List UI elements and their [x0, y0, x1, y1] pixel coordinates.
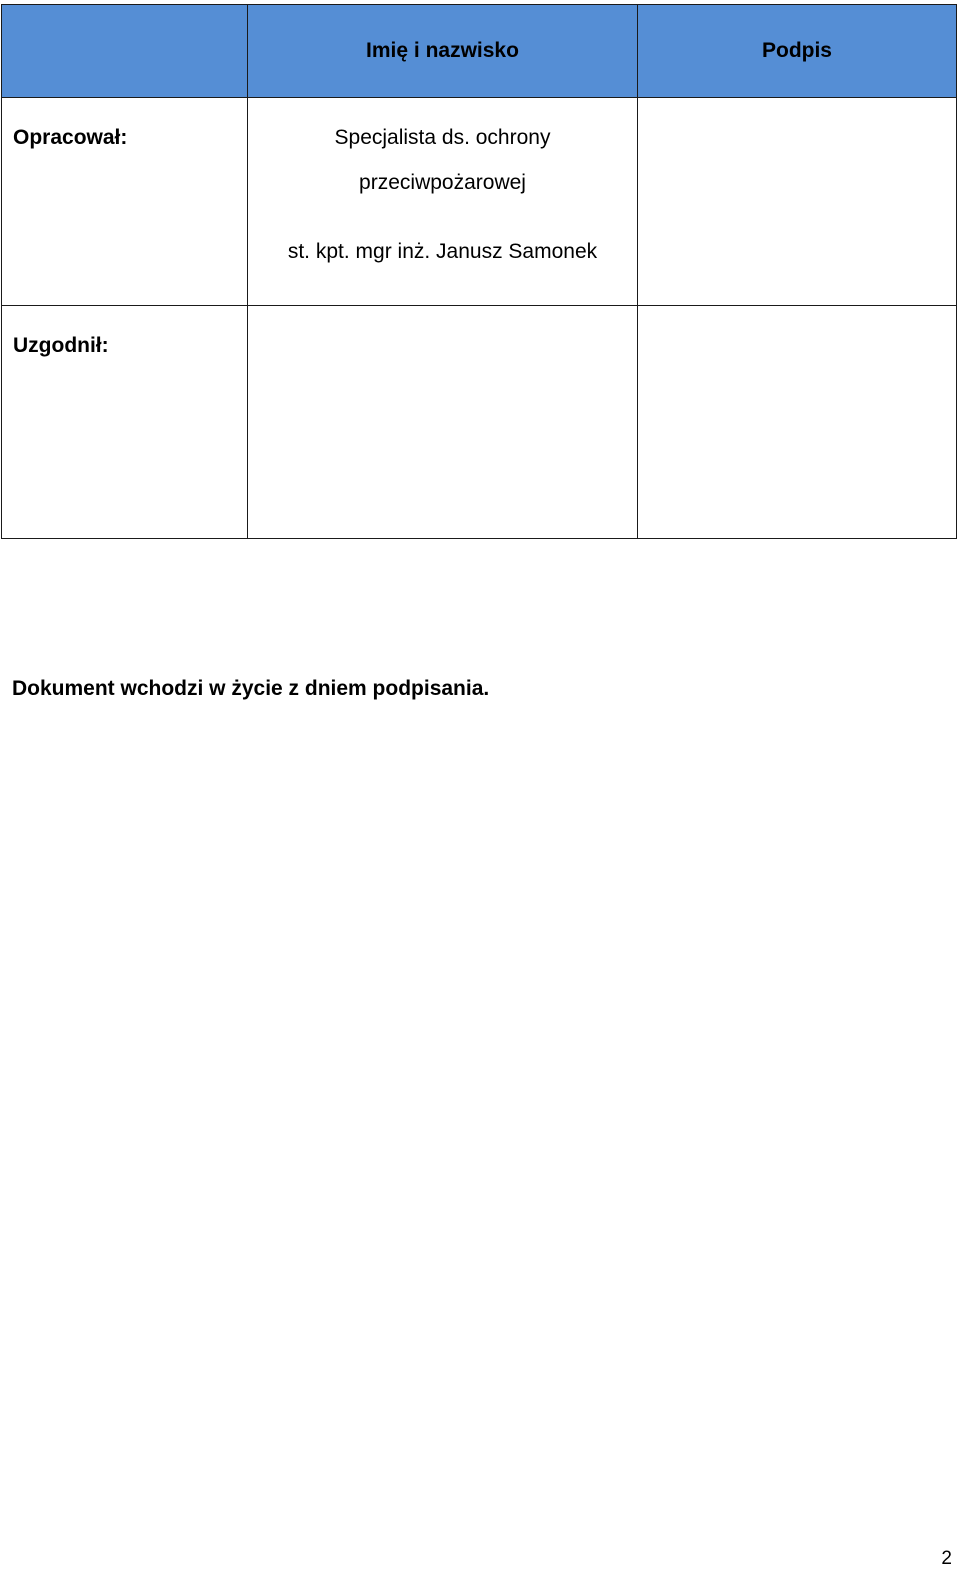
label-cell: [2, 306, 248, 539]
table-row-uzgodnil: [2, 306, 957, 539]
name-cell-empty[interactable]: [248, 306, 638, 539]
author-title-line-1: Specjalista ds. ochrony: [334, 126, 551, 149]
page-number: 2: [941, 1548, 952, 1569]
signature-cell-opracowal[interactable]: [638, 98, 957, 306]
author-title-line-2: przeciwpożarowej: [359, 171, 526, 194]
header-signature-column: Podpis: [638, 5, 957, 98]
name-cell: [248, 98, 638, 306]
label-cell: [2, 98, 248, 306]
table-row-opracowal: [2, 98, 957, 306]
row-label-uzgodnil: Uzgodnił:: [13, 334, 109, 357]
author-name: st. kpt. mgr inż. Janusz Samonek: [287, 240, 598, 263]
header-empty-cell: [2, 5, 248, 98]
table-header-row: [2, 5, 957, 98]
row-label-opracowal: Opracował:: [13, 126, 128, 149]
signature-cell-uzgodnil[interactable]: [638, 306, 957, 539]
approval-table: [1, 4, 957, 539]
effective-date-note: Dokument wchodzi w życie z dniem podpisania.: [12, 677, 490, 700]
header-name-column: Imię i nazwisko: [248, 5, 638, 98]
